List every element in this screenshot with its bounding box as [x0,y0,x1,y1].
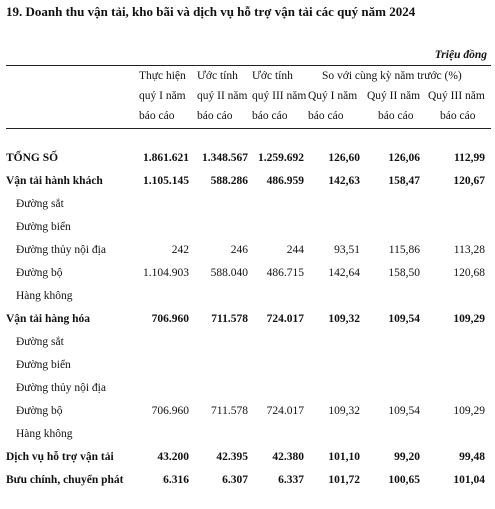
row-value: 711.578 [211,313,248,325]
header-col3-line3: báo cáo [252,110,288,122]
row-value: 1.259.692 [258,152,304,164]
row-value: 109,32 [328,313,360,325]
row-value: 42.395 [216,451,248,463]
header-col3-line2: quý III năm [252,90,307,102]
row-value: 43.200 [157,451,189,463]
header-group-label: So với cùng kỳ năm trước (%) [322,70,462,82]
header-col4-line2: báo cáo [308,110,344,122]
row-value: 115,86 [388,244,420,256]
header-col2-line3: báo cáo [197,110,233,122]
row-value: 142,63 [328,175,360,187]
row-value: 126,06 [388,152,420,164]
row-label: Đường biển [16,221,71,233]
header-col4-line1: Quý I năm [308,90,358,102]
row-value: 158,47 [388,175,420,187]
row-value: 113,28 [453,244,485,256]
row-value: 724.017 [266,405,304,417]
unit-label: Triệu đồng [434,49,487,61]
row-value: 109,54 [388,405,420,417]
row-value: 1.861.621 [143,152,189,164]
header-col5-line1: Quý II năm [367,90,421,102]
row-label: Dịch vụ hỗ trợ vận tải [6,451,114,463]
row-value: 101,04 [453,474,485,486]
row-label: Đường thủy nội địa [16,382,106,394]
row-value: 109,29 [453,405,485,417]
header-col1-line2: quý I năm [139,90,186,102]
row-value: 1.348.567 [202,152,248,164]
row-value: 486.959 [266,175,304,187]
row-label: Đường bộ [16,267,63,279]
row-value: 246 [230,244,248,256]
header-col6-line1: Quý III năm [428,90,485,102]
row-value: 724.017 [266,313,304,325]
row-label: Vận tải hàng hóa [6,313,91,325]
row-value: 142,64 [328,267,360,279]
table-title: 19. Doanh thu vận tải, kho bãi và dịch vụ hỗ trợ vận tải các quý năm 2024 [6,4,416,19]
row-value: 588.040 [210,267,248,279]
row-value: 42.380 [272,451,304,463]
header-col1-line3: báo cáo [139,110,175,122]
row-value: 109,32 [328,405,360,417]
row-value: 158,50 [388,267,420,279]
row-value: 120,68 [453,267,485,279]
row-value: 99,48 [459,451,485,463]
row-value: 486.715 [266,267,304,279]
row-value: 244 [286,244,304,256]
row-label: Hàng không [16,428,73,440]
row-value: 6.316 [163,474,189,486]
row-value: 1.105.145 [143,175,189,187]
row-value: 706.960 [151,313,189,325]
row-value: 109,54 [388,313,420,325]
row-value: 1.104.903 [143,267,189,279]
header-col2-line2: quý II năm [197,90,248,102]
header-col6-line2: báo cáo [440,110,476,122]
row-value: 6.307 [222,474,248,486]
row-label: Bưu chính, chuyển phát [6,474,124,486]
row-value: 93,51 [334,244,360,256]
row-label: Đường biển [16,359,71,371]
row-value: 242 [171,244,189,256]
row-label: Vận tải hành khách [6,175,103,187]
row-value: 711.578 [211,405,248,417]
header-col2-line1: Ước tính [197,70,238,82]
row-value: 120,67 [453,175,485,187]
row-value: 100,65 [388,474,420,486]
row-label: TỔNG SỐ [6,152,59,164]
row-value: 126,60 [328,152,360,164]
header-col1-line1: Thực hiện [139,70,186,82]
header-bottom-rule [6,128,491,129]
header-top-rule [6,65,491,66]
row-value: 112,99 [454,152,485,164]
row-label: Hàng không [16,290,73,302]
row-label: Đường sắt [16,336,64,348]
row-label: Đường thủy nội địa [16,244,106,256]
header-col5-line2: báo cáo [378,110,414,122]
row-value: 109,29 [453,313,485,325]
row-label: Đường bộ [16,405,63,417]
header-col3-line1: Ước tính [252,70,293,82]
row-value: 706.960 [151,405,189,417]
row-value: 588.286 [210,175,248,187]
row-value: 101,72 [328,474,360,486]
row-value: 99,20 [394,451,420,463]
row-label: Đường sắt [16,198,64,210]
row-value: 6.337 [278,474,304,486]
row-value: 101,10 [328,451,360,463]
